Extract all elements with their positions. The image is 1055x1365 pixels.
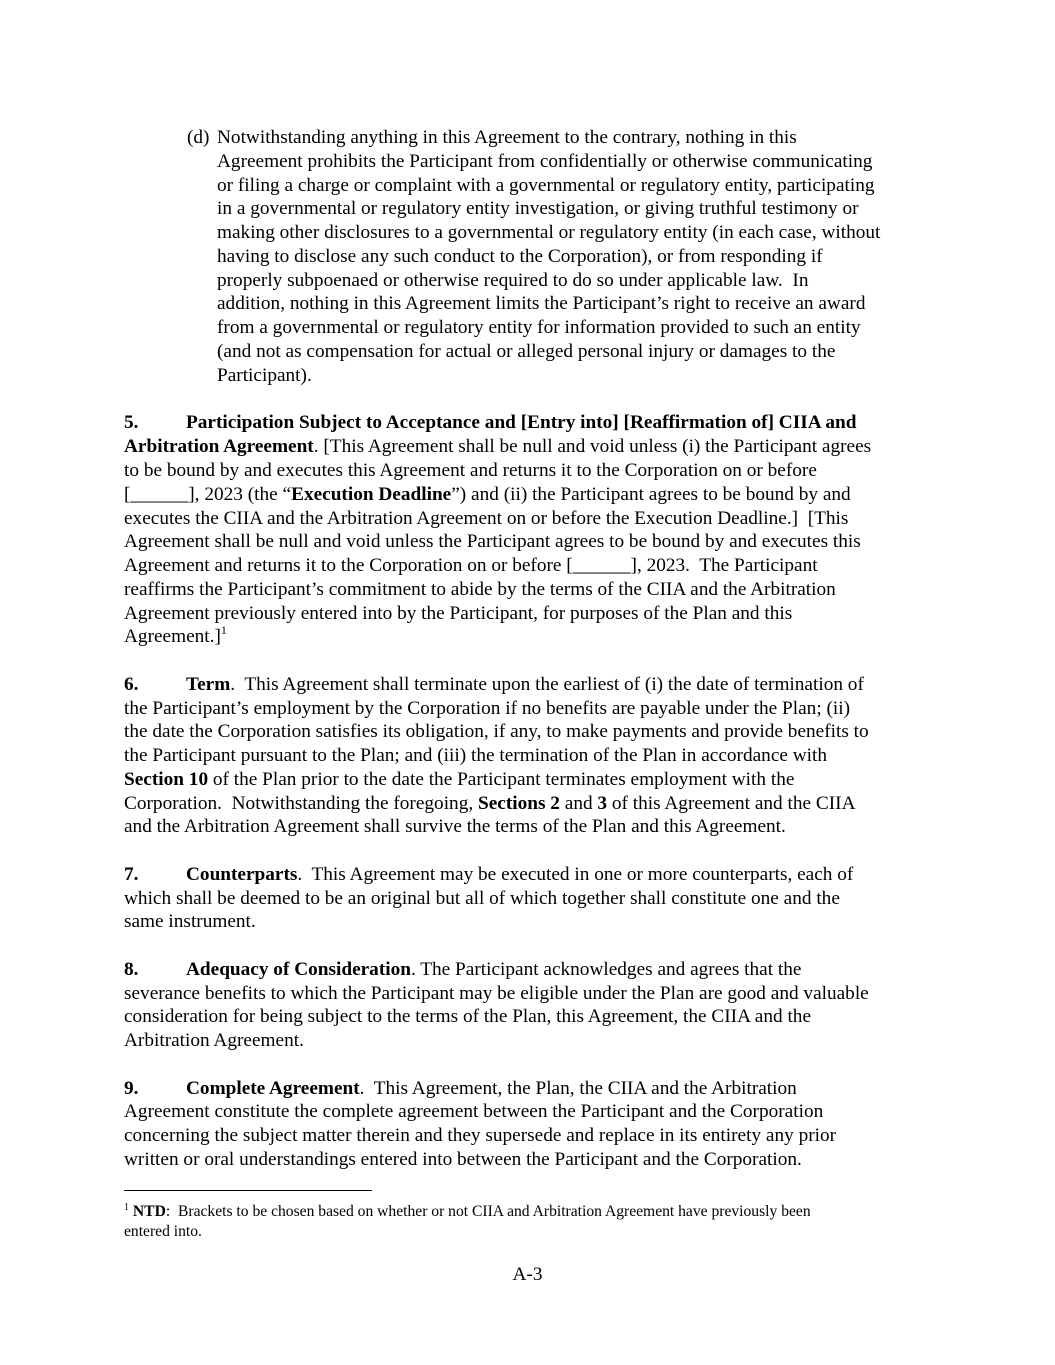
section-5-line <box>124 435 871 459</box>
section-8-heading-line <box>124 958 801 982</box>
footnote-reference[interactable]: 1 <box>220 623 227 637</box>
section-d-line: addition, nothing in this Agreement limits the Participant’s right to receive an award <box>217 293 866 314</box>
section-5-line: reaffirms the Participant’s commitment to abide by the terms of the CIIA and the Arbitration <box>124 579 836 600</box>
section-heading: Complete Agreement <box>186 1078 360 1099</box>
section-6-line: the date the Corporation satisfies its obligation, if any, to make payments and provide benefits to <box>124 721 869 742</box>
section-9-line: written or oral understandings entered into between the Participant and the Corporation. <box>124 1149 802 1170</box>
section-5-line <box>124 483 851 507</box>
footnote-line <box>124 1202 811 1222</box>
section-d-line: Agreement prohibits the Participant from confidentially or otherwise communicating <box>217 151 873 172</box>
section-5-line: Agreement and returns it to the Corporation on or before [______], 2023. The Participant <box>124 555 818 576</box>
section-9-heading-line <box>124 1077 797 1101</box>
section-d-label: (d) <box>187 127 210 148</box>
section-6-line: the Participant pursuant to the Plan; and (iii) the termination of the Plan in accordance with <box>124 745 828 766</box>
section-d-line: properly subpoenaed or otherwise required to do so under applicable law. In <box>217 270 809 291</box>
body-text: . This Agreement may be executed in one or more counterparts, each of <box>297 864 854 885</box>
section-d-line: (and not as compensation for actual or alleged personal injury or damages to the <box>217 341 836 362</box>
body-text: and <box>559 793 598 814</box>
section-5-line: Agreement previously entered into by the Participant, for purposes of the Plan and this <box>124 603 793 624</box>
section-9-line: concerning the subject matter therein and they supersede and replace in its entirety any prior <box>124 1125 837 1146</box>
section-6-line <box>124 768 794 792</box>
section-d-line: Participant). <box>217 365 312 386</box>
footnote-separator <box>124 1190 372 1191</box>
section-reference: Section 10 <box>124 769 209 790</box>
page-number: A-3 <box>512 1264 543 1285</box>
defined-term: Execution Deadline <box>291 484 452 505</box>
body-text: Agreement.] <box>124 626 221 647</box>
section-reference: Sections 2 <box>477 793 560 814</box>
section-9-line: Agreement constitute the complete agreement between the Participant and the Corporation <box>124 1101 824 1122</box>
section-7-heading-line <box>124 863 853 887</box>
section-heading: Adequacy of Consideration <box>186 959 411 980</box>
body-text: ”) and (ii) the Participant agrees to be bound by and <box>451 484 851 505</box>
footnote-label: NTD <box>132 1203 166 1220</box>
body-text: . This Agreement shall terminate upon the earliest of (i) the date of termination of <box>230 674 864 695</box>
footnote-marker: 1 <box>124 1202 129 1213</box>
section-8-line: consideration for being subject to the terms of the Plan, this Agreement, the CIIA and the <box>124 1006 811 1027</box>
section-5-line <box>124 625 227 649</box>
section-d-line: or filing a charge or complaint with a governmental or regulatory entity, participating <box>217 175 875 196</box>
section-5-heading-line <box>124 411 857 435</box>
section-reference: 3 <box>597 793 608 814</box>
section-number: 9. <box>124 1078 139 1099</box>
section-d-line: in a governmental or regulatory entity investigation, or giving truthful testimony or <box>217 198 859 219</box>
footnote-line: entered into. <box>124 1223 202 1240</box>
section-7-line: same instrument. <box>124 911 256 932</box>
section-heading: Arbitration Agreement <box>124 436 314 457</box>
section-d-line: from a governmental or regulatory entity for information provided to such an entity <box>217 317 861 338</box>
body-text: . [This Agreement shall be null and void unless (i) the Participant agrees <box>313 436 872 457</box>
section-8-line: Arbitration Agreement. <box>124 1030 304 1051</box>
section-5-line: to be bound by and executes this Agreement and returns it to the Corporation on or before <box>124 460 817 481</box>
section-heading: Counterparts <box>186 864 298 885</box>
footnote-text: : Brackets to be chosen based on whether or not CIIA and Arbitration Agreement have previously been <box>165 1203 811 1220</box>
section-6-line: and the Arbitration Agreement shall survive the terms of the Plan and this Agreement. <box>124 816 786 837</box>
section-number: 7. <box>124 864 139 885</box>
section-5-line: executes the CIIA and the Arbitration Agreement on or before the Execution Deadline.] [This <box>124 508 849 529</box>
section-6-heading-line <box>124 673 864 697</box>
body-text: . The Participant acknowledges and agrees that the <box>410 959 802 980</box>
section-heading: Term <box>186 674 231 695</box>
section-number: 6. <box>124 674 139 695</box>
section-d-line: having to disclose any such conduct to the Corporation), or from responding if <box>217 246 823 267</box>
section-d-line: making other disclosures to a governmental or regulatory entity (in each case, without <box>217 222 881 243</box>
section-d-line: Notwithstanding anything in this Agreement to the contrary, nothing in this <box>217 127 797 148</box>
body-text: of this Agreement and the CIIA <box>607 793 856 814</box>
section-number: 8. <box>124 959 139 980</box>
section-6-line: the Participant’s employment by the Corporation if no benefits are payable under the Plan; (ii) <box>124 698 851 719</box>
section-heading: Participation Subject to Acceptance and [Entry into] [Reaffirmation of] CIIA and <box>186 412 857 433</box>
section-8-line: severance benefits to which the Participant may be eligible under the Plan are good and valuable <box>124 983 869 1004</box>
section-5-line: Agreement shall be null and void unless the Participant agrees to be bound by and executes this <box>124 531 861 552</box>
body-text: Corporation. Notwithstanding the foregoing, <box>124 793 478 814</box>
section-6-line <box>124 792 856 816</box>
body-text: [______], 2023 (the “ <box>124 484 292 505</box>
section-7-line: which shall be deemed to be an original but all of which together shall constitute one and the <box>124 888 840 909</box>
body-text: of the Plan prior to the date the Participant terminates employment with the <box>208 769 795 790</box>
body-text: . This Agreement, the Plan, the CIIA and the Arbitration <box>359 1078 797 1099</box>
section-number: 5. <box>124 412 139 433</box>
